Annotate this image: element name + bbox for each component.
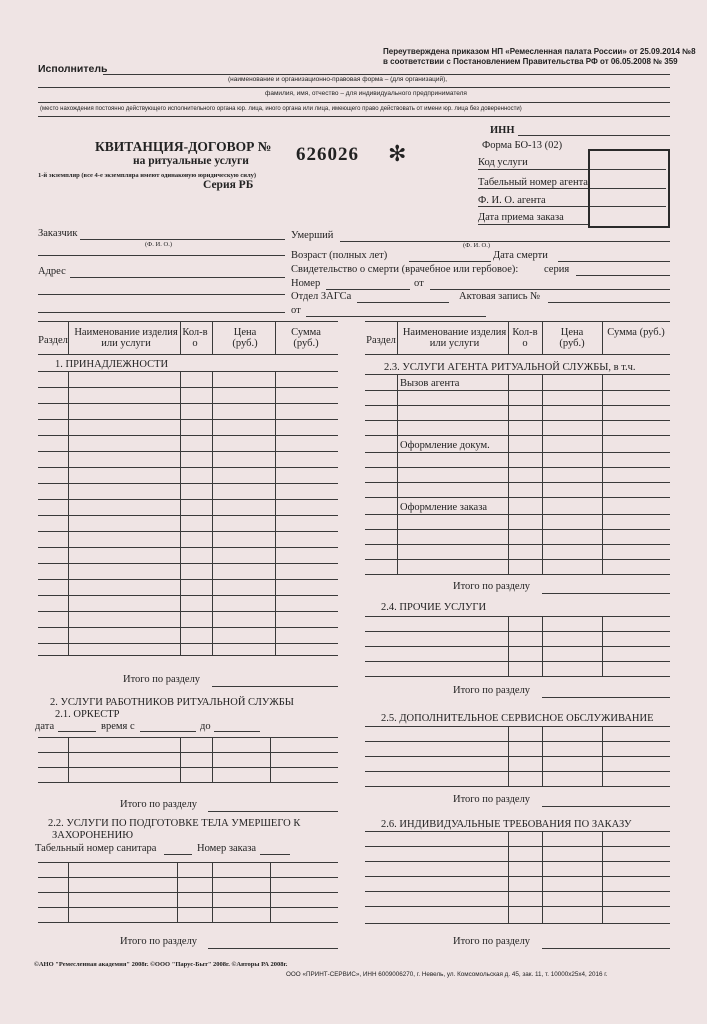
deceased-fio-hint: (Ф. И. О.) xyxy=(463,242,490,249)
section-23-total: Итого по разделу xyxy=(453,581,531,592)
orchestra-time-from-field[interactable] xyxy=(140,722,196,732)
agent-number-label: Табельный номер агента xyxy=(478,177,588,188)
left-col-section: Раздел xyxy=(38,335,68,346)
right-col-price: Цена (руб.) xyxy=(559,327,585,349)
approval-line-1: Переутверждена приказом НП «Ремесленная палата России» от 25.09.2014 №8 xyxy=(383,47,696,56)
star-mark: ✻ xyxy=(388,141,407,166)
act-from-label: от xyxy=(291,305,301,316)
right-col-qty: Кол-во xyxy=(512,327,538,349)
left-col-price: Цена (руб.) xyxy=(232,327,258,349)
sanitar-label: Табельный номер санитара xyxy=(35,843,157,854)
section-21-total-field[interactable] xyxy=(208,801,338,812)
agent-docs-label: Оформление докум. xyxy=(400,440,490,451)
zags-label: Отдел ЗАГСа xyxy=(291,291,352,302)
left-col-qty: Кол-во xyxy=(182,327,208,349)
receipt-number: 626026 xyxy=(296,144,359,165)
form-code: Форма БО-13 (02) xyxy=(482,140,563,151)
customer-fio-hint: (Ф. И. О.) xyxy=(145,241,172,248)
right-col-section: Раздел xyxy=(366,335,396,346)
cert-series-field[interactable] xyxy=(576,265,670,276)
section-25-total-field[interactable] xyxy=(542,796,670,807)
order-no-label: Номер заказа xyxy=(197,843,257,854)
section-2-title: 2. УСЛУГИ РАБОТНИКОВ РИТУАЛЬНОЙ СЛУЖБЫ xyxy=(50,697,294,708)
death-date-label: Дата смерти xyxy=(493,250,548,261)
address-field[interactable] xyxy=(70,268,285,278)
cert-series-label: серия xyxy=(544,264,570,275)
cert-number-field[interactable] xyxy=(326,279,410,290)
section-23-title: 2.3. УСЛУГИ АГЕНТА РИТУАЛЬНОЙ СЛУЖБЫ, в т.ч. xyxy=(384,362,636,373)
section-21-title: 2.1. ОРКЕСТР xyxy=(55,709,120,720)
section-26-title: 2.6. ИНДИВИДУАЛЬНЫЕ ТРЕБОВАНИЯ ПО ЗАКАЗУ xyxy=(381,819,632,830)
service-code-label: Код услуги xyxy=(478,157,528,168)
section-24-total-field[interactable] xyxy=(542,687,670,698)
sanitar-field[interactable] xyxy=(164,845,192,855)
age-field[interactable] xyxy=(409,251,491,262)
approval-line-2: в соответствии с Постановлением Правительства РФ от 06.05.2008 № 359 xyxy=(383,57,678,66)
section-24-total: Итого по разделу xyxy=(453,685,531,696)
orchestra-time-to-field[interactable] xyxy=(214,722,260,732)
right-col-sum: Сумма (руб.) xyxy=(607,327,665,338)
customer-field[interactable] xyxy=(80,229,285,240)
act-date-field[interactable] xyxy=(306,306,486,317)
act-record-label: Актовая запись № xyxy=(459,291,541,302)
series-label: Серия РБ xyxy=(203,179,254,191)
form-title: КВИТАНЦИЯ-ДОГОВОР № xyxy=(95,139,272,154)
executor-hint-2: фамилия, имя, отчество – для индивидуального предпринимателя xyxy=(265,90,467,97)
section-24-title: 2.4. ПРОЧИЕ УСЛУГИ xyxy=(381,602,487,613)
orchestra-date-field[interactable] xyxy=(58,722,96,732)
orchestra-time-label: время с xyxy=(101,721,135,732)
zags-field[interactable] xyxy=(357,292,449,303)
section-22-title-1: 2.2. УСЛУГИ ПО ПОДГОТОВКЕ ТЕЛА УМЕРШЕГО К xyxy=(48,818,301,829)
section-1-title: 1. ПРИНАДЛЕЖНОСТИ xyxy=(55,359,169,370)
cert-date-field[interactable] xyxy=(430,279,670,290)
order-no-field[interactable] xyxy=(260,845,290,855)
executor-hint-1: (наименование и организационно-правовая форма – (для организаций), xyxy=(228,76,448,83)
footer-printer: ООО «ПРИНТ-СЕРВИС», ИНН 6009006270, г. Невель, ул. Комсомольская д. 45, зак. 11, т. 10000х25х4, 2016 г. xyxy=(286,971,608,978)
deceased-field[interactable] xyxy=(340,231,670,242)
section-22-title-2: ЗАХОРОНЕНИЮ xyxy=(52,830,133,841)
section-21-total: Итого по разделу xyxy=(120,799,198,810)
agent-call-label: Вызов агента xyxy=(400,378,460,389)
order-date-label: Дата приема заказа xyxy=(478,212,564,223)
cert-number-label: Номер xyxy=(291,278,321,289)
section-1-total: Итого по разделу xyxy=(123,674,201,685)
section-22-total: Итого по разделу xyxy=(120,936,198,947)
footer-copyright: ©АНО "Ремесленная академия" 2008г. ©ООО "Парус-Быт" 2008г. ©Авторы РА 2008г. xyxy=(34,961,288,968)
copy-note: 1-й экземпляр (все 4-е экземпляра имеют одинаковую юридическую силу) xyxy=(38,172,257,179)
section-1-total-field[interactable] xyxy=(212,676,338,687)
cert-from-label: от xyxy=(414,278,424,289)
orchestra-date-label: дата xyxy=(35,721,55,732)
inn-label: ИНН xyxy=(490,125,515,136)
deceased-label: Умерший xyxy=(291,230,334,241)
customer-label: Заказчик xyxy=(38,228,78,239)
section-26-total: Итого по разделу xyxy=(453,936,531,947)
certificate-label: Свидетельство о смерти (врачебное или гербовое): xyxy=(291,264,519,275)
form-subtitle: на ритуальные услуги xyxy=(133,155,249,167)
section-26-total-field[interactable] xyxy=(542,938,670,949)
section-25-total: Итого по разделу xyxy=(453,794,531,805)
death-date-field[interactable] xyxy=(558,251,670,262)
agent-order-label: Оформление заказа xyxy=(400,502,488,513)
section-23-total-field[interactable] xyxy=(542,583,670,594)
executor-hint-3: (место нахождения постоянно действующего исполнительного органа юр. лица, иного органа или лица, имеющего право действовать от имени юр. лица без доверенности) xyxy=(40,106,522,112)
executor-label: Исполнитель xyxy=(38,63,108,75)
orchestra-to-label: до xyxy=(200,721,211,732)
address-label: Адрес xyxy=(38,266,66,277)
section-22-total-field[interactable] xyxy=(208,938,338,949)
section-25-title: 2.5. ДОПОЛНИТЕЛЬНОЕ СЕРВИСНОЕ ОБСЛУЖИВАНИЕ xyxy=(381,713,654,724)
left-col-name: Наименование изделия или услуги xyxy=(74,327,178,349)
right-col-name: Наименование изделия или услуги xyxy=(402,327,507,349)
agent-name-label: Ф. И. О. агента xyxy=(478,195,546,206)
left-col-sum: Сумма (руб.) xyxy=(291,327,321,349)
act-record-field[interactable] xyxy=(548,292,670,303)
age-label: Возраст (полных лет) xyxy=(291,250,388,261)
